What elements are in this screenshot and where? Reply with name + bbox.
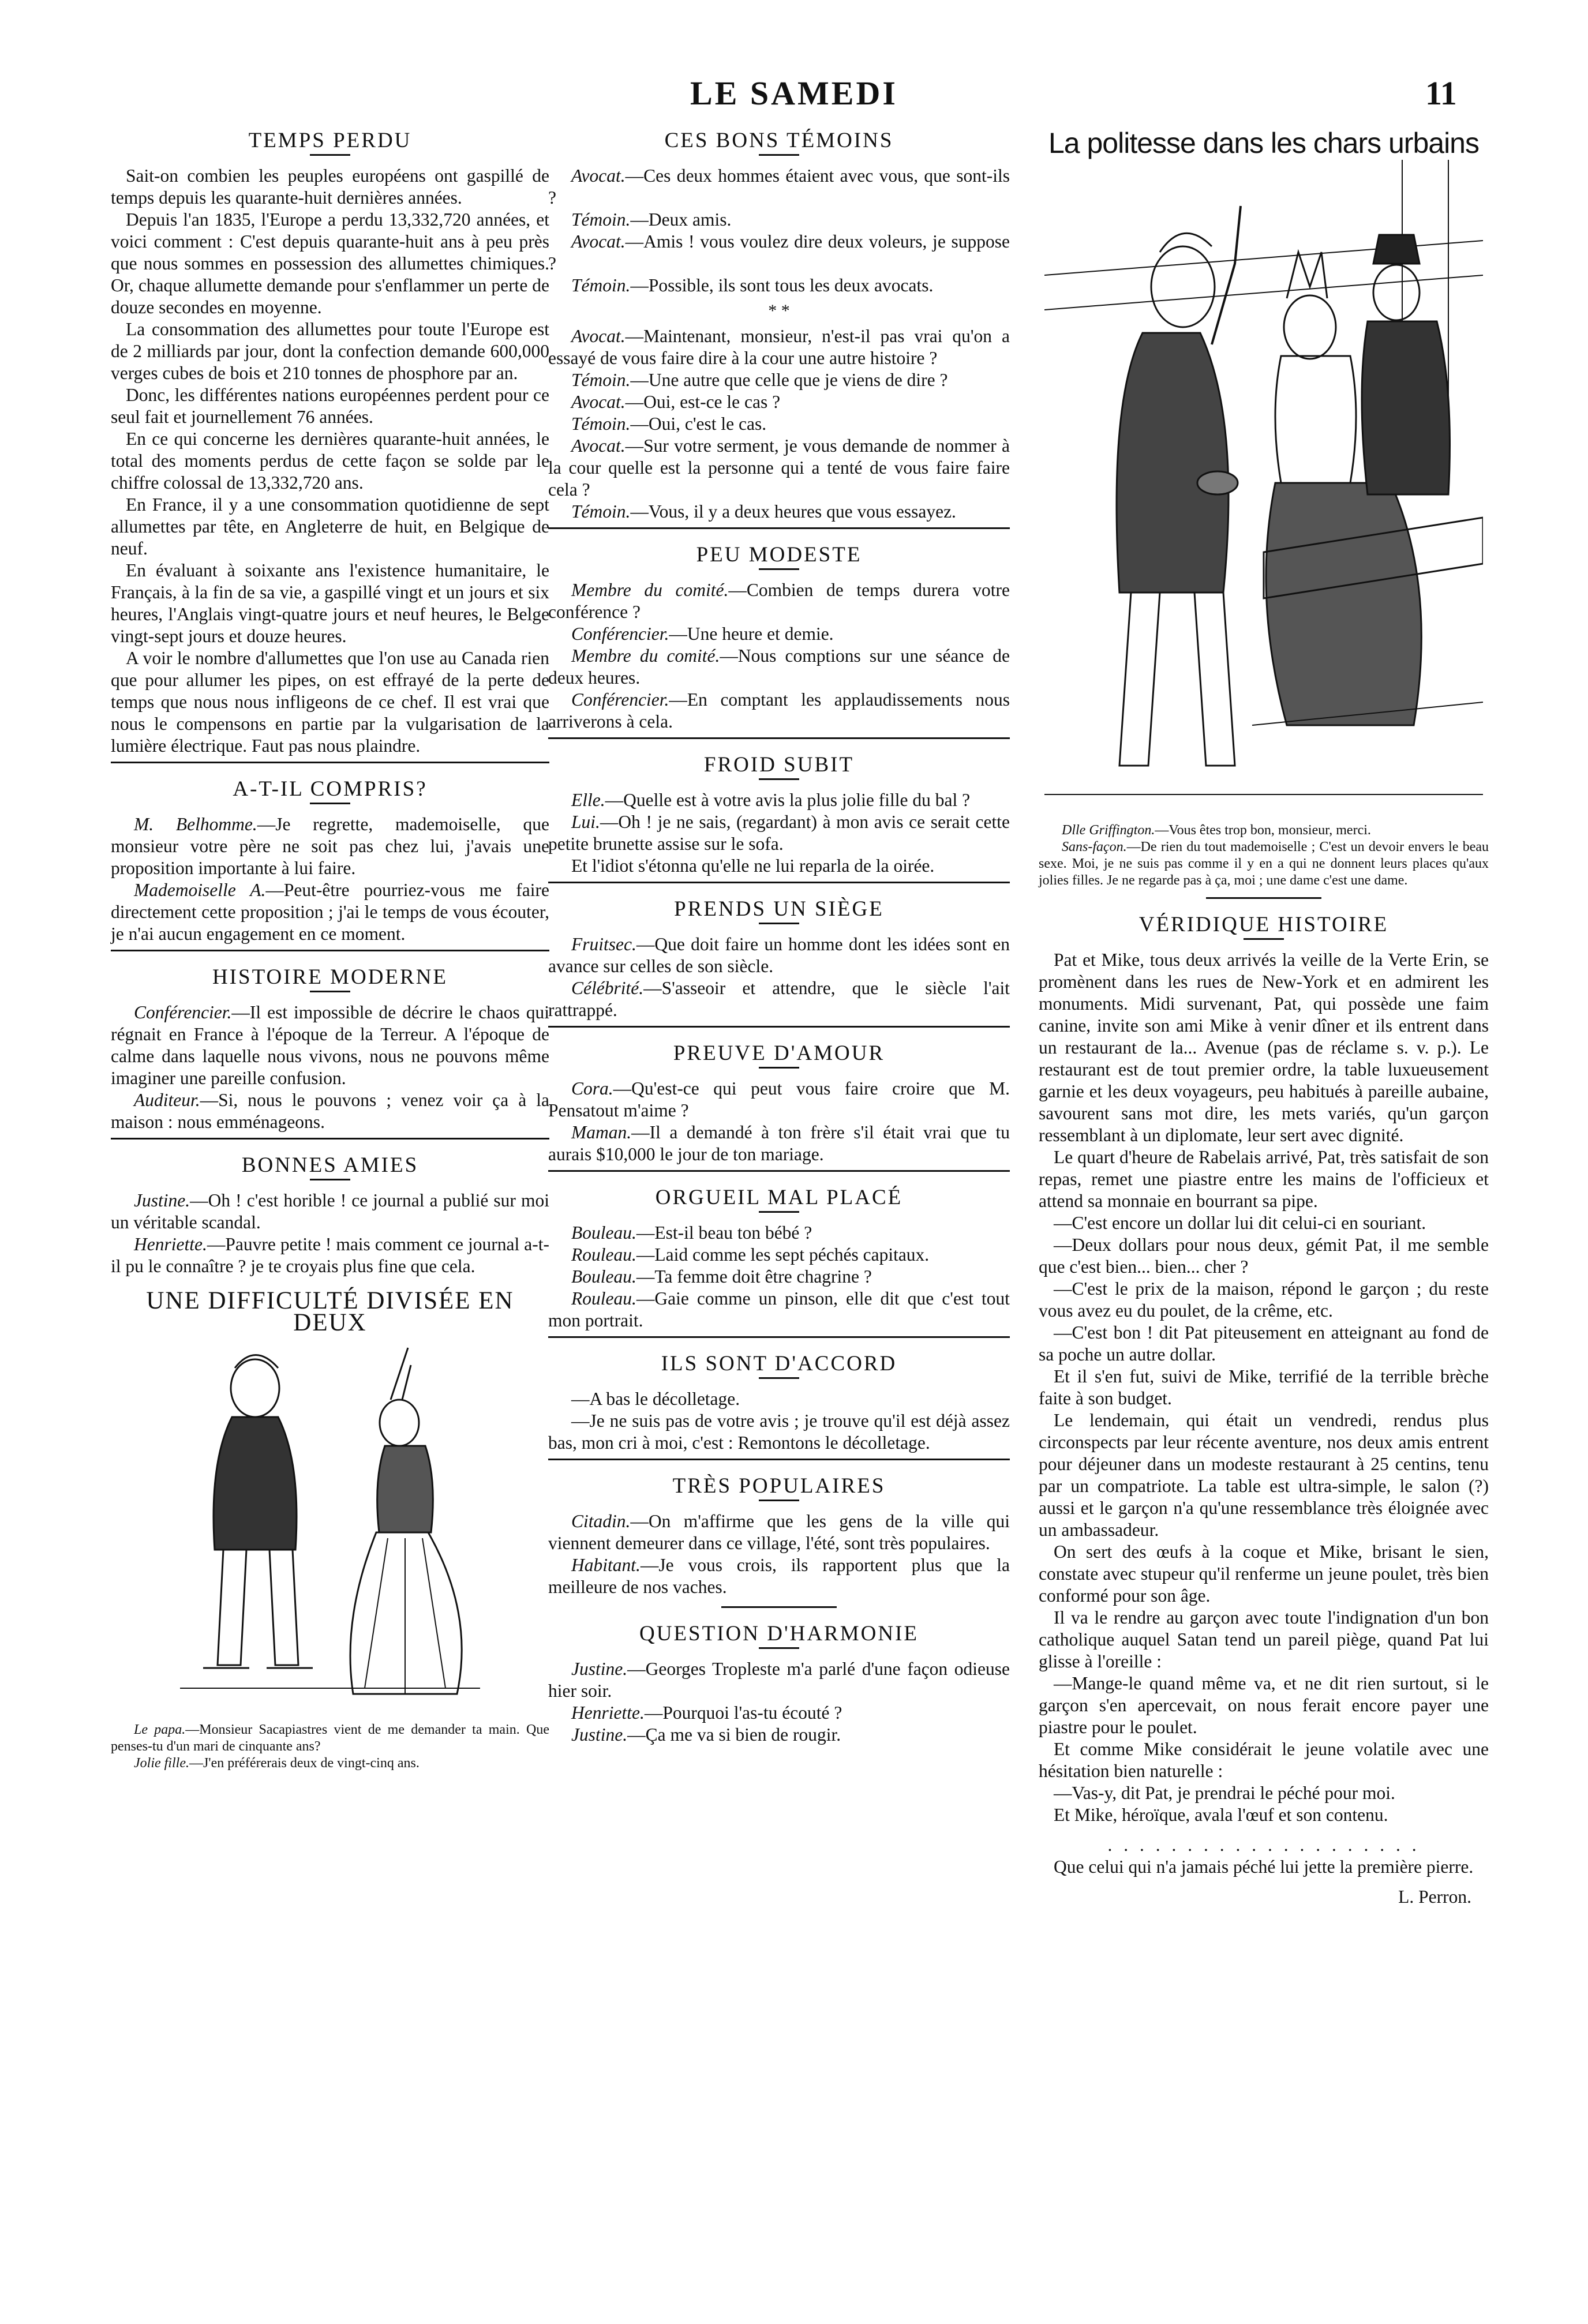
paragraph: —A bas le décolletage. bbox=[571, 1389, 740, 1409]
section-title-populaires: TRÈS POPULAIRES bbox=[672, 1474, 886, 1498]
paragraph: —Vas-y, dit Pat, je prendrai le péché pour moi. bbox=[1054, 1783, 1395, 1803]
dialogue-line: Mademoiselle A.—Peut-être pourriez-vous me faire directement cette proposition ; j'ai le temps de vous écouter, je n'ai aucun engagement en ce moment. bbox=[111, 880, 549, 944]
paragraph: En France, il y a une consommation quotidienne de sept allumettes par tête, en Angleterre de huit, en Belgique de neuf. bbox=[111, 494, 549, 558]
paragraph: Que celui qui n'a jamais péché lui jette la première pierre. bbox=[1054, 1857, 1474, 1877]
section-title-prends-un-siege: PRENDS UN SIÈGE bbox=[674, 897, 884, 921]
author-signature: L. Perron. bbox=[1398, 1887, 1471, 1907]
paragraph: Pat et Mike, tous deux arrivés la veille de la Verte Erin, se promènent dans les rues de New-York et en admirent les monuments. Midi survenant, Pat, qui possède une faim canine, invite son ami Mike à venir dîner et ils entrent dans un restaurant de la... Avenue (pas de réclame s. v. p.). Le restaurant est de tout premier ordre, la table luxueusement garnie et les deux voyageurs, peu habitués à pareille aubaine, savourent sans mot dire, les mets variés, qu'un garçon ressemblant à un diplomate, leur sert avec dignité. bbox=[1039, 950, 1489, 1145]
dialogue-line: Maman.—Il a demandé à ton frère s'il était vrai que tu aurais $10,000 le jour de ton mariage. bbox=[548, 1122, 1010, 1164]
page-number: 11 bbox=[1425, 74, 1457, 112]
paragraph: Et Mike, héroïque, avala l'œuf et son contenu. bbox=[1054, 1805, 1388, 1825]
dialogue-line: Justine.—Ça me va si bien de rougir. bbox=[571, 1725, 841, 1745]
paragraph: —Mange-le quand même va, et ne dit rien surtout, si le garçon s'en apercevait, on nous ferait encore payer une piastre pour le poulet. bbox=[1039, 1673, 1489, 1737]
dialogue-line: Justine.—Georges Tropleste m'a parlé d'une façon odieuse hier soir. bbox=[548, 1659, 1010, 1701]
dialogue-line: Membre du comité.—Nous comptions sur une séance de deux heures. bbox=[548, 646, 1010, 688]
paragraph: Il va le rendre au garçon avec toute l'indignation d'un bon catholique auquel Satan tend un pareil piège, quand Pat lui glisse à l'oreille : bbox=[1039, 1607, 1489, 1671]
paragraph: Et l'idiot s'étonna qu'elle ne lui reparla de la oirée. bbox=[571, 856, 935, 876]
paragraph: —C'est le prix de la maison, répond le garçon ; du reste vous avez eu du poulet, de la crême, etc. bbox=[1039, 1279, 1489, 1321]
paragraph: —Deux dollars pour nous deux, gémit Pat, il me semble que c'est bien... bien... cher ? bbox=[1039, 1235, 1489, 1277]
section-rule bbox=[548, 1026, 1010, 1028]
section-title-accord: ILS SONT D'ACCORD bbox=[661, 1352, 897, 1375]
section-title-harmonie: QUESTION D'HARMONIE bbox=[639, 1622, 919, 1645]
section-rule bbox=[548, 1170, 1010, 1172]
section-rule bbox=[548, 882, 1010, 883]
section-rule bbox=[111, 1138, 549, 1139]
divider bbox=[310, 991, 350, 992]
dialogue-line: Citadin.—On m'affirme que les gens de la ville qui viennent demeurer dans ce village, l'été, sont très populaires. bbox=[548, 1511, 1010, 1553]
paragraph: On sert des œufs à la coque et Mike, brisant le sien, constate avec stupeur qu'il renferme un jeune poulet, très bien conformé pour son âge. bbox=[1039, 1542, 1489, 1606]
paragraph: Et il s'en fut, suivi de Mike, terrifié de la terrible brèche faite à son budget. bbox=[1039, 1366, 1489, 1408]
section-title-histoire-moderne: HISTOIRE MODERNE bbox=[212, 965, 448, 989]
section-rule bbox=[548, 737, 1010, 739]
section-title-peu-modeste: PEU MODESTE bbox=[696, 543, 862, 567]
paragraph: A voir le nombre d'allumettes que l'on use au Canada rien que pour allumer les pipes, on est effrayé de la perte de temps que nous nous infligeons de ce chef. Il est vrai que nous le compensons en partie par la vulgarisation de la lumière électrique. Faut pas nous plaindre. bbox=[111, 648, 549, 756]
dialogue-line: Avocat.—Amis ! vous voulez dire deux voleurs, je suppose ? bbox=[548, 231, 1010, 273]
dialogue-line: Témoin.—Vous, il y a deux heures que vous essayez. bbox=[571, 501, 956, 522]
paragraph: Le quart d'heure de Rabelais arrivé, Pat, très satisfait de son repas, remet une piastre entre les mains de l'officieux et attend sa monnaie en bourrant sa pipe. bbox=[1039, 1147, 1489, 1211]
dialogue-line: Habitant.—Je vous crois, ils rapportent plus que la meilleure de nos vaches. bbox=[548, 1555, 1010, 1597]
paragraph: —C'est encore un dollar lui dit celui-ci en souriant. bbox=[1054, 1213, 1426, 1233]
dialogue-line: Avocat.—Maintenant, monsieur, n'est-il pas vrai qu'on a essayé de vous faire dire à la cour une autre histoire ? bbox=[548, 326, 1010, 368]
divider bbox=[310, 154, 350, 156]
dialogue-line: Rouleau.—Gaie comme un pinson, elle dit que c'est tout mon portrait. bbox=[548, 1288, 1010, 1330]
column-left bbox=[111, 130, 549, 1772]
column-middle bbox=[548, 130, 1010, 1746]
section-rule bbox=[548, 1459, 1010, 1460]
caption-line: Dlle Griffington.—Vous êtes trop bon, monsieur, merci. bbox=[1062, 823, 1371, 838]
dialogue-line: Rouleau.—Laid comme les sept péchés capitaux. bbox=[571, 1245, 930, 1265]
dialogue-line: Lui.—Oh ! je ne sais, (regardant) à mon avis ce serait cette petite brunette assise sur le sofa. bbox=[548, 812, 1010, 854]
section-title-temps-perdu: TEMPS PERDU bbox=[248, 129, 412, 152]
dialogue-line: Cora.—Qu'est-ce qui peut vous faire croire que M. Pensatout m'aime ? bbox=[548, 1078, 1010, 1120]
dialogue-line: Bouleau.—Ta femme doit être chagrine ? bbox=[571, 1266, 872, 1287]
dialogue-line: Henriette.—Pourquoi l'as-tu écouté ? bbox=[571, 1703, 842, 1723]
dialogue-line: Avocat.—Sur votre serment, je vous demande de nommer à la cour quelle est la personne qui a tenté de vous faire faire cela ? bbox=[548, 436, 1010, 500]
paragraph: En évaluant à soixante ans l'existence humanitaire, le Français, à la fin de sa vie, a gaspillé vingt et un jours et six heures, l'Anglais vingt-quatre jours et neuf heures, le Belge vingt-sept jours et douze heures. bbox=[111, 560, 549, 646]
illustration-streetcar bbox=[1044, 160, 1483, 818]
dialogue-line: Auditeur.—Si, nous le pouvons ; venez voir ça à la maison : nous emménageons. bbox=[111, 1090, 549, 1132]
section-title-froid-subit: FROID SUBIT bbox=[703, 753, 855, 777]
illustration-father-daughter bbox=[168, 1342, 492, 1717]
dialogue-line: Témoin.—Deux amis. bbox=[571, 209, 732, 230]
section-title-difficulte: UNE DIFFICULTÉ DIVISÉE EN DEUX bbox=[146, 1287, 514, 1336]
paragraph: En ce qui concerne les dernières quarante-huit années, le total des moments perdus de cette façon se solde par le chiffre colossal de 13,332,720 ans. bbox=[111, 429, 549, 493]
paragraph: La consommation des allumettes pour toute l'Europe est de 2 milliards par jour, dont la confection demande 600,000 verges cubes de bois et 210 tonnes de phosphore par an. bbox=[111, 319, 549, 383]
section-rule bbox=[111, 950, 549, 951]
divider bbox=[759, 778, 799, 780]
paragraph: Donc, les différentes nations européennes perdent pour ce seul fait et journellement 76 années. bbox=[111, 385, 549, 427]
divider bbox=[759, 568, 799, 570]
dialogue-line: M. Belhomme.—Je regrette, mademoiselle, que monsieur votre père ne soit pas chez lui, j'avais une proposition importante à lui faire. bbox=[111, 814, 549, 878]
divider bbox=[759, 154, 799, 156]
ellipsis-rule: . . . . . . . . . . . . . . . . . . . . bbox=[1107, 1835, 1420, 1855]
divider bbox=[759, 1377, 799, 1379]
dialogue-line: Conférencier.—Une heure et demie. bbox=[571, 624, 834, 644]
dialogue-line: Elle.—Quelle est à votre avis la plus jolie fille du bal ? bbox=[571, 790, 971, 810]
dialogue-line: Fruitsec.—Que doit faire un homme dont les idées sont en avance sur celles de son siècle. bbox=[548, 934, 1010, 976]
section-title-temoins: CES BONS TÉMOINS bbox=[664, 129, 894, 152]
caption-line: Le papa.—Monsieur Sacapiastres vient de me demander ta main. Que penses-tu d'un mari de cinquante ans? bbox=[111, 1722, 549, 1754]
dialogue-line: Célébrité.—S'asseoir et attendre, que le siècle l'ait rattrappé. bbox=[548, 978, 1010, 1020]
dialogue-line: Témoin.—Oui, c'est le cas. bbox=[571, 414, 767, 434]
divider bbox=[310, 803, 350, 804]
section-title-veridique: VÉRIDIQUE HISTOIRE bbox=[1138, 913, 1389, 936]
dialogue-line: Témoin.—Possible, ils sont tous les deux avocats. bbox=[571, 275, 934, 295]
dialogue-line: Avocat.—Ces deux hommes étaient avec vous, que sont-ils ? bbox=[548, 166, 1010, 208]
paragraph: Sait-on combien les peuples européens ont gaspillé de temps depuis les quarante-huit dernières années. bbox=[111, 166, 549, 208]
divider bbox=[759, 1647, 799, 1649]
paragraph: Depuis l'an 1835, l'Europe a perdu 13,332,720 années, et voici comment : C'est depuis quarante-huit ans à peu près que nous sommes en possession des allumettes chimiques. Or, chaque allumette demande pour s'enflammer un perte de douze secondes en moyenne. bbox=[111, 209, 549, 317]
divider bbox=[1206, 897, 1321, 899]
divider bbox=[759, 1067, 799, 1069]
paragraph: —C'est bon ! dit Pat piteusement en atteignant au fond de sa poche un autre dollar. bbox=[1039, 1322, 1489, 1365]
section-title-orgueil: ORGUEIL MAL PLACÉ bbox=[655, 1186, 903, 1209]
divider bbox=[310, 1179, 350, 1180]
column-right bbox=[1039, 127, 1489, 1908]
section-title-preuve-amour: PREUVE D'AMOUR bbox=[673, 1041, 885, 1065]
paragraph: Le lendemain, qui était un vendredi, rendus plus circonspects par leur récente aventure, nos deux amis entrent pour déjeuner dans un modeste restaurant à 25 centins, tenu par un compatriote. La table est ultra-simple, le salon (?) aussi et le garçon n'a qu'une ressemblance très éloignée avec un ambassadeur. bbox=[1039, 1410, 1489, 1540]
caption-line: Sans-façon.—De rien du tout mademoiselle ; C'est un devoir envers le beau sexe. Moi, je ne suis pas comme il y en a qui ne donnent leurs places qu'aux jolies filles. Je ne regarde pas à ça, moi ; une dame c'est une dame. bbox=[1039, 839, 1489, 888]
dialogue-line: Justine.—Oh ! c'est horible ! ce journal a publié sur moi un véritable scandal. bbox=[111, 1190, 549, 1232]
divider bbox=[721, 1606, 837, 1608]
dialogue-line: Témoin.—Une autre que celle que je viens de dire ? bbox=[571, 370, 948, 390]
paragraph: Et comme Mike considérait le jeune volatile avec une hésitation bien naturelle : bbox=[1039, 1739, 1489, 1781]
dialogue-line: Membre du comité.—Combien de temps durera votre conférence ? bbox=[548, 580, 1010, 622]
asterism: * * bbox=[768, 301, 790, 320]
paragraph: —Je ne suis pas de votre avis ; je trouve qu'il est déjà assez bas, mon cri à moi, c'est : Remontons le décolletage. bbox=[548, 1411, 1010, 1453]
section-title-compris: A-T-IL COMPRIS? bbox=[233, 777, 428, 801]
divider bbox=[759, 923, 799, 924]
dialogue-line: Avocat.—Oui, est-ce le cas ? bbox=[571, 392, 781, 412]
divider bbox=[759, 1211, 799, 1213]
section-rule bbox=[548, 527, 1010, 529]
caption-line: Jolie fille.—J'en préférerais deux de vingt-cinq ans. bbox=[134, 1756, 420, 1771]
divider bbox=[759, 1500, 799, 1501]
dialogue-line: Henriette.—Pauvre petite ! mais comment ce journal a-t-il pu le connaître ? je te croyais plus fine que cela. bbox=[111, 1234, 549, 1276]
dialogue-line: Conférencier.—Il est impossible de décrire le chaos qui régnait en France à l'époque de la Terreur. A l'époque de calme dans laquelle nous vivons, nous ne pouvons même imaginer une pareille confusion. bbox=[111, 1002, 549, 1088]
divider bbox=[1244, 938, 1284, 940]
journal-title: LE SAMEDI bbox=[690, 74, 898, 112]
section-rule bbox=[548, 1336, 1010, 1338]
dialogue-line: Conférencier.—En comptant les applaudissements nous arriverons à cela. bbox=[548, 689, 1010, 732]
section-rule bbox=[111, 762, 549, 763]
dialogue-line: Bouleau.—Est-il beau ton bébé ? bbox=[571, 1223, 812, 1243]
section-title-bonnes-amies: BONNES AMIES bbox=[241, 1153, 419, 1177]
section-title-politesse: La politesse dans les chars urbains bbox=[1048, 127, 1479, 159]
